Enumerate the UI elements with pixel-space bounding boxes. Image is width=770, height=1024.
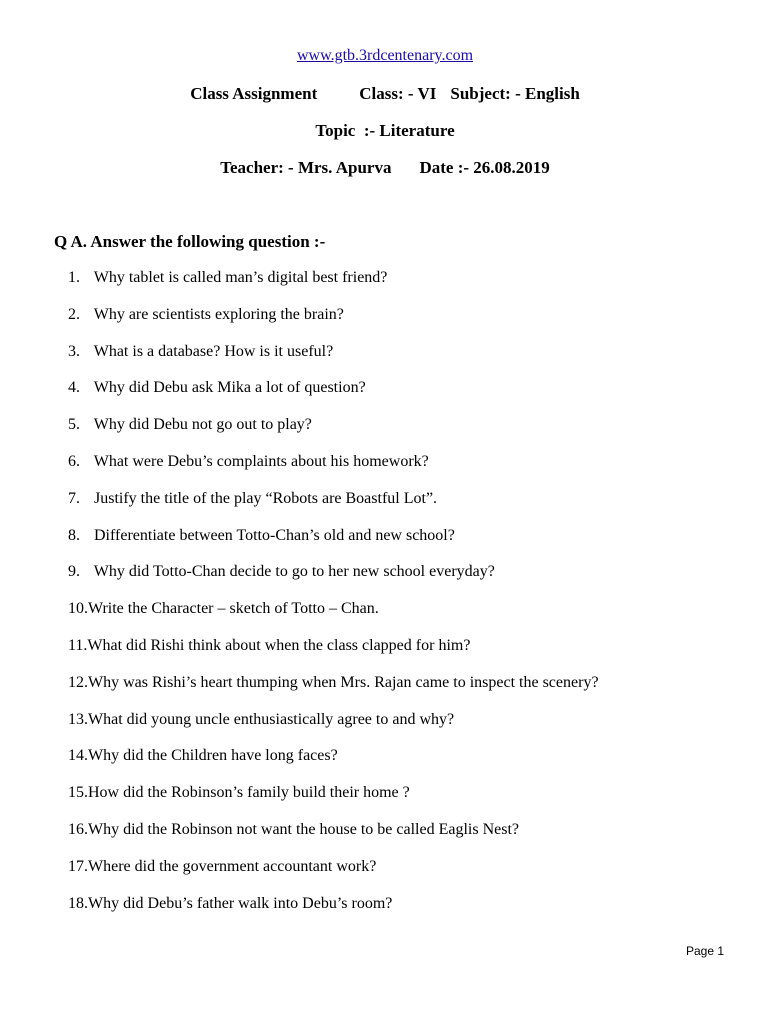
question-item (68, 856, 748, 893)
question-item (68, 414, 748, 451)
question-text: Why did the Children have long faces? (88, 747, 338, 765)
question-item (68, 782, 748, 819)
question-text: Differentiate between Totto-Chan’s old and new school? (94, 526, 455, 544)
question-item (68, 893, 748, 930)
date-label: Date :- 26.08.2019 (419, 158, 550, 177)
question-number: 11. (68, 636, 88, 654)
question-number: 18. (68, 894, 88, 912)
question-number: 5. (68, 416, 80, 434)
question-number: 3. (68, 342, 80, 360)
question-item (68, 377, 748, 414)
question-item (68, 561, 748, 598)
question-item (68, 341, 748, 378)
website-link[interactable]: www.gtb.3rdcentenary.com (296, 47, 474, 64)
question-number: 7. (68, 489, 80, 507)
question-number: 9. (68, 563, 80, 581)
assignment-header-line (0, 84, 770, 104)
question-text: What did Rishi think about when the class clapped for him? (87, 636, 471, 654)
question-text: Why was Rishi’s heart thumping when Mrs. Rajan came to inspect the scenery? (88, 673, 599, 691)
question-text: Why did Totto-Chan decide to go to her new school everyday? (93, 563, 495, 581)
page-number: Page 1 (686, 944, 725, 958)
question-item (68, 819, 748, 856)
question-number: 15. (68, 784, 88, 802)
question-item (68, 598, 748, 635)
teacher-label: Teacher: - Mrs. Apurva (220, 158, 392, 177)
question-text: Justify the title of the play “Robots are Boastful Lot”. (94, 489, 438, 507)
class-label: Class: - VI (359, 84, 437, 103)
question-number: 4. (68, 379, 80, 397)
question-number: 10. (68, 600, 88, 618)
question-number: 14. (68, 747, 88, 765)
question-item (68, 635, 748, 672)
question-text: Where did the government accountant work? (88, 857, 377, 875)
question-list (68, 267, 748, 929)
question-number: 17. (68, 857, 88, 875)
question-item (68, 745, 748, 782)
question-text: What were Debu’s complaints about his homework? (93, 452, 429, 470)
question-number: 13. (68, 710, 88, 728)
teacher-date-line (0, 158, 770, 178)
subject-label: Subject: - English (450, 84, 580, 103)
question-text: Write the Character – sketch of Totto – Chan. (88, 600, 379, 618)
question-number: 8. (68, 526, 80, 544)
question-item (68, 304, 748, 341)
question-number: 16. (68, 820, 88, 838)
question-item (68, 267, 748, 304)
question-text: What is a database? How is it useful? (93, 342, 334, 360)
question-text: Why did Debu not go out to play? (93, 416, 312, 434)
question-text: Why did Debu ask Mika a lot of question? (93, 379, 366, 397)
question-number: 6. (68, 452, 80, 470)
question-text: Why did the Robinson not want the house to be called Eaglis Nest? (88, 820, 520, 838)
question-text: Why are scientists exploring the brain? (93, 305, 344, 323)
question-number: 12. (68, 673, 88, 691)
question-item (68, 672, 748, 709)
question-item (68, 451, 748, 488)
topic-label: Topic :- Literature (315, 121, 455, 140)
question-number: 2. (68, 305, 80, 323)
question-text: Why tablet is called man’s digital best friend? (93, 269, 388, 286)
question-item (68, 525, 748, 562)
section-heading: Q A. Answer the following question :- (54, 232, 326, 251)
question-item (68, 709, 748, 746)
question-text: How did the Robinson’s family build their home ? (88, 784, 410, 802)
question-item (68, 488, 748, 525)
question-text: What did young uncle enthusiastically agree to and why? (88, 710, 455, 728)
assignment-title: Class Assignment (190, 84, 318, 103)
question-number: 1. (68, 269, 80, 286)
question-text: Why did Debu’s father walk into Debu’s room? (88, 894, 393, 912)
